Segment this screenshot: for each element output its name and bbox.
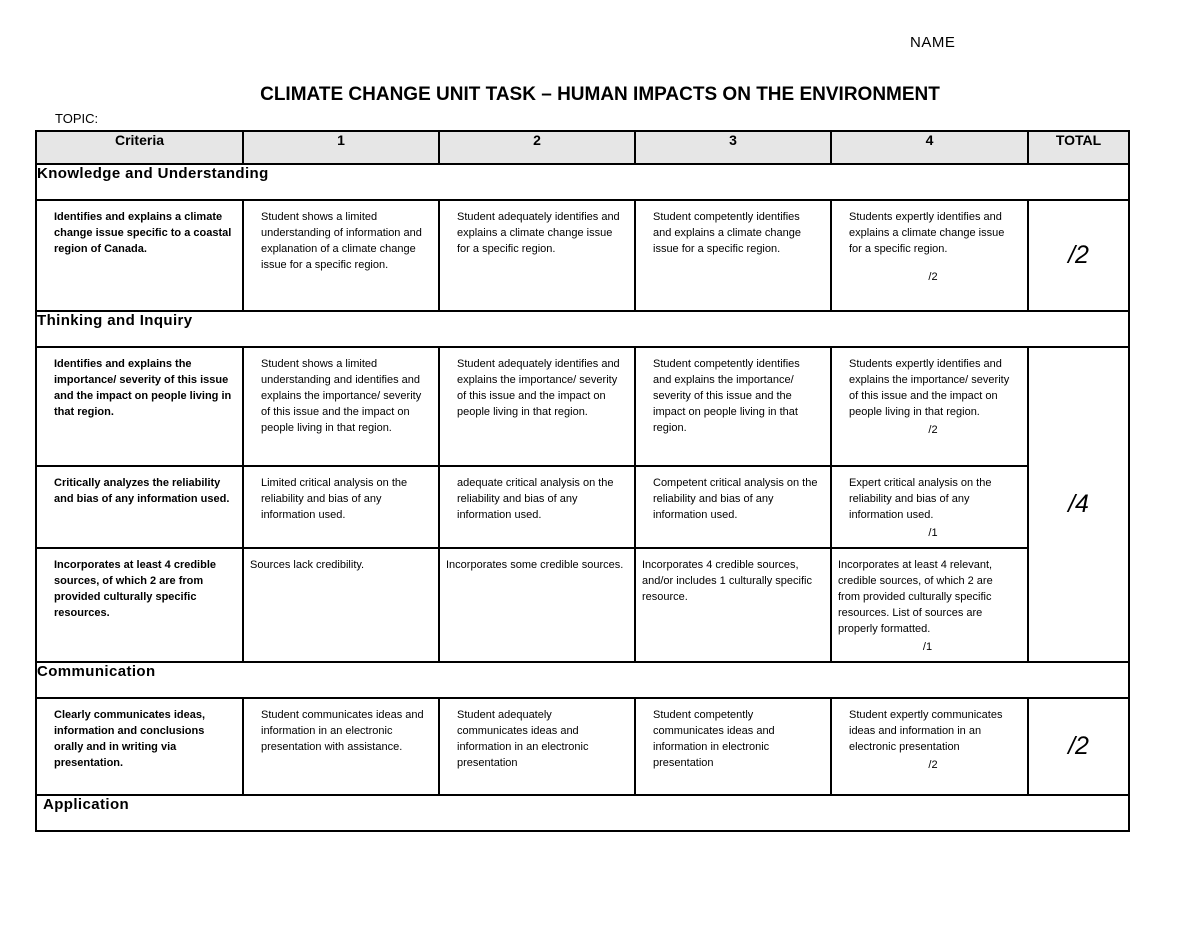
level-4-cell: [831, 200, 1028, 311]
level-2-cell: adequate critical analysis on the reliability and bias of any information used.: [439, 466, 635, 548]
criteria-row: [36, 466, 1129, 548]
level-4-text: Students expertly identifies and explains a climate change issue for a specific region.: [849, 211, 1005, 255]
total-score-knowledge: /2: [1028, 200, 1129, 311]
level-4-cell: [831, 698, 1028, 795]
level-2-cell: Incorporates some credible sources.: [439, 548, 635, 662]
criteria-row: [36, 347, 1129, 466]
level-1-cell: Student shows a limited understanding of information and explanation of a climate change issue for a specific region.: [243, 200, 439, 311]
criteria-row: [36, 548, 1129, 662]
level-2-cell: Student adequately communicates ideas and information in an electronic presentation: [439, 698, 635, 795]
level-4-text: Expert critical analysis on the reliability and bias of any information used.: [849, 477, 992, 521]
criteria-cell: Critically analyzes the reliability and bias of any information used.: [36, 466, 243, 548]
level-3-cell: Incorporates 4 credible sources, and/or includes 1 culturally specific resource.: [635, 548, 831, 662]
section-title-application: Application: [36, 795, 1129, 831]
level-1-cell: Limited critical analysis on the reliability and bias of any information used.: [243, 466, 439, 548]
total-score-communication: /2: [1028, 698, 1129, 795]
level-4-cell: [831, 347, 1028, 466]
sub-score: /1: [928, 527, 938, 539]
column-header-total: TOTAL: [1028, 131, 1129, 164]
total-score-thinking: /4: [1028, 347, 1129, 662]
criteria-cell: Incorporates at least 4 credible sources, of which 2 are from provided culturally specific resources.: [36, 548, 243, 662]
rubric-table: [35, 130, 1130, 832]
level-1-cell: Student communicates ideas and information in an electronic presentation with assistance.: [243, 698, 439, 795]
level-3-cell: Student competently identifies and explains the importance/ severity of this issue and the impact on people living in that region.: [635, 347, 831, 466]
sub-score: /2: [928, 424, 938, 436]
criteria-cell: Identifies and explains the importance/ severity of this issue and the impact on people living in that region.: [36, 347, 243, 466]
level-1-cell: Student shows a limited understanding and identifies and explains the importance/ severity of this issue and the impact on people living in that region.: [243, 347, 439, 466]
sub-score: /1: [922, 641, 933, 653]
criteria-row: [36, 698, 1129, 795]
level-4-cell: [831, 466, 1028, 548]
sub-score: /2: [928, 759, 938, 771]
column-header-level-3: 3: [635, 131, 831, 164]
header-row: [36, 131, 1129, 164]
section-row: [36, 662, 1129, 698]
criteria-cell: Clearly communicates ideas, information and conclusions orally and in writing via presentation.: [36, 698, 243, 795]
section-title-communication: Communication: [36, 662, 1129, 698]
sub-score: /2: [928, 271, 938, 283]
level-3-cell: Student competently communicates ideas and information in electronic presentation: [635, 698, 831, 795]
criteria-row: [36, 200, 1129, 311]
name-label: NAME: [910, 34, 956, 51]
section-title-thinking: Thinking and Inquiry: [36, 311, 1129, 347]
level-4-text: Students expertly identifies and explains the importance/ severity of this issue and the impact on people living in that region.: [849, 358, 1010, 418]
level-4-text: Student expertly communicates ideas and information in an electronic presentation: [849, 709, 1003, 753]
level-3-cell: Student competently identifies and explains a climate change issue for a specific region.: [635, 200, 831, 311]
level-2-cell: Student adequately identifies and explains a climate change issue for a specific region.: [439, 200, 635, 311]
criteria-cell: Identifies and explains a climate change issue specific to a coastal region of Canada.: [36, 200, 243, 311]
column-header-criteria: Criteria: [36, 131, 243, 164]
column-header-level-2: 2: [439, 131, 635, 164]
section-row: [36, 795, 1129, 831]
column-header-level-4: 4: [831, 131, 1028, 164]
column-header-level-1: 1: [243, 131, 439, 164]
section-row: [36, 164, 1129, 200]
level-1-cell: Sources lack credibility.: [243, 548, 439, 662]
level-2-cell: Student adequately identifies and explains the importance/ severity of this issue and the impact on people living in that region.: [439, 347, 635, 466]
page-title: CLIMATE CHANGE UNIT TASK – HUMAN IMPACTS ON THE ENVIRONMENT: [260, 84, 940, 105]
section-title-knowledge: Knowledge and Understanding: [36, 164, 1129, 200]
level-4-text: Incorporates at least 4 relevant, credible sources, of which 2 are from provided culturally specific resources. List of sources are properly formatted.: [838, 559, 993, 635]
level-3-cell: Competent critical analysis on the reliability and bias of any information used.: [635, 466, 831, 548]
section-row: [36, 311, 1129, 347]
topic-label: TOPIC:: [55, 111, 99, 126]
level-4-cell: [831, 548, 1028, 662]
